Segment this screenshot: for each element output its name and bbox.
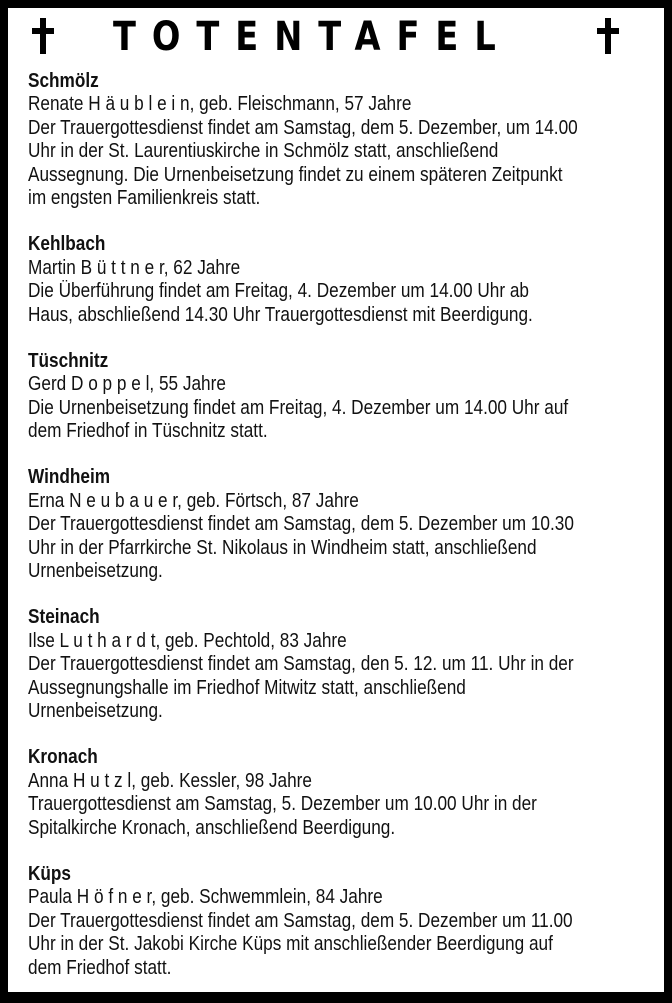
header xyxy=(8,8,664,68)
entry-place: Küps xyxy=(28,862,71,885)
entry-text-line: Der Trauergottesdienst findet am Samstag, dem 5. Dezember um 11.00 xyxy=(28,909,573,932)
obituary-entry xyxy=(28,70,668,210)
entry-text-line: Urnenbeisetzung. xyxy=(28,560,163,583)
entry-text-line: dem Friedhof statt. xyxy=(28,956,172,979)
entry-text-line: Uhr in der St. Laurentiuskirche in Schmölz statt, anschließend xyxy=(28,140,499,163)
entry-text-line: Aussegnung. Die Urnenbeisetzung findet zu einem späteren Zeitpunkt xyxy=(28,163,563,186)
obituary-list xyxy=(28,70,668,1003)
obituary-notice-board xyxy=(8,8,664,992)
entry-text-line: Aussegnungshalle im Friedhof Mitwitz statt, anschließend xyxy=(28,676,466,699)
entry-text-line: Uhr in der Pfarrkirche St. Nikolaus in Windheim statt, anschließend xyxy=(28,536,537,559)
entry-text-line: dem Friedhof in Tüschnitz statt. xyxy=(28,420,268,443)
entry-text-line: Urnenbeisetzung. xyxy=(28,699,163,722)
entry-text-line: Der Trauergottesdienst findet am Samstag, dem 5. Dezember um 10.30 xyxy=(28,513,574,536)
entry-name: Martin B ü t t n e r, 62 Jahre xyxy=(28,256,241,279)
entry-text-line: Uhr in der St. Jakobi Kirche Küps mit anschließender Beerdigung auf xyxy=(28,933,553,956)
entry-place: Kehlbach xyxy=(28,233,106,256)
obituary-entry xyxy=(28,863,668,980)
entry-name: Anna H u t z l, geb. Kessler, 98 Jahre xyxy=(28,769,312,792)
entry-place: Windheim xyxy=(28,466,111,489)
entry-text-line: Haus, abschließend 14.30 Uhr Trauergottesdienst mit Beerdigung. xyxy=(28,303,533,326)
entry-name: Paula H ö f n e r, geb. Schwemmlein, 84 Jahre xyxy=(28,886,383,909)
entry-place: Tüschnitz xyxy=(28,349,109,372)
cross-icon xyxy=(597,18,619,54)
entry-name: Renate H ä u b l e i n, geb. Fleischmann, 57 Jahre xyxy=(28,93,412,116)
entry-text-line: Der Trauergottesdienst findet am Samstag, den 5. 12. um 11. Uhr in der xyxy=(28,653,574,676)
page-title: TOTENTAFEL xyxy=(113,14,512,60)
entry-place: Schmölz xyxy=(28,70,99,92)
cross-icon xyxy=(32,18,54,54)
entry-name: Gerd D o p p e l, 55 Jahre xyxy=(28,373,226,396)
obituary-entry xyxy=(28,606,668,723)
entry-text-line: Die Überführung findet am Freitag, 4. Dezember um 14.00 Uhr ab xyxy=(28,280,529,303)
entry-text-line: Der Trauergottesdienst findet am Samstag, dem 5. Dezember, um 14.00 xyxy=(28,116,578,139)
obituary-entry xyxy=(28,746,668,840)
entry-name: Erna N e u b a u e r, geb. Förtsch, 87 Jahre xyxy=(28,489,359,512)
obituary-entry xyxy=(28,233,668,327)
obituary-entry xyxy=(28,466,668,583)
entry-text-line: im engsten Familienkreis statt. xyxy=(28,186,261,209)
entry-place: Kronach xyxy=(28,746,98,769)
entry-text-line: Trauergottesdienst am Samstag, 5. Dezember um 10.00 Uhr in der xyxy=(28,793,537,816)
entry-name: Ilse L u t h a r d t, geb. Pechtold, 83 Jahre xyxy=(28,629,347,652)
entry-text-line: Die Urnenbeisetzung findet am Freitag, 4. Dezember um 14.00 Uhr auf xyxy=(28,396,569,419)
entry-text-line: Spitalkirche Kronach, anschließend Beerdigung. xyxy=(28,816,396,839)
entry-place: Steinach xyxy=(28,606,100,629)
obituary-entry xyxy=(28,350,668,444)
